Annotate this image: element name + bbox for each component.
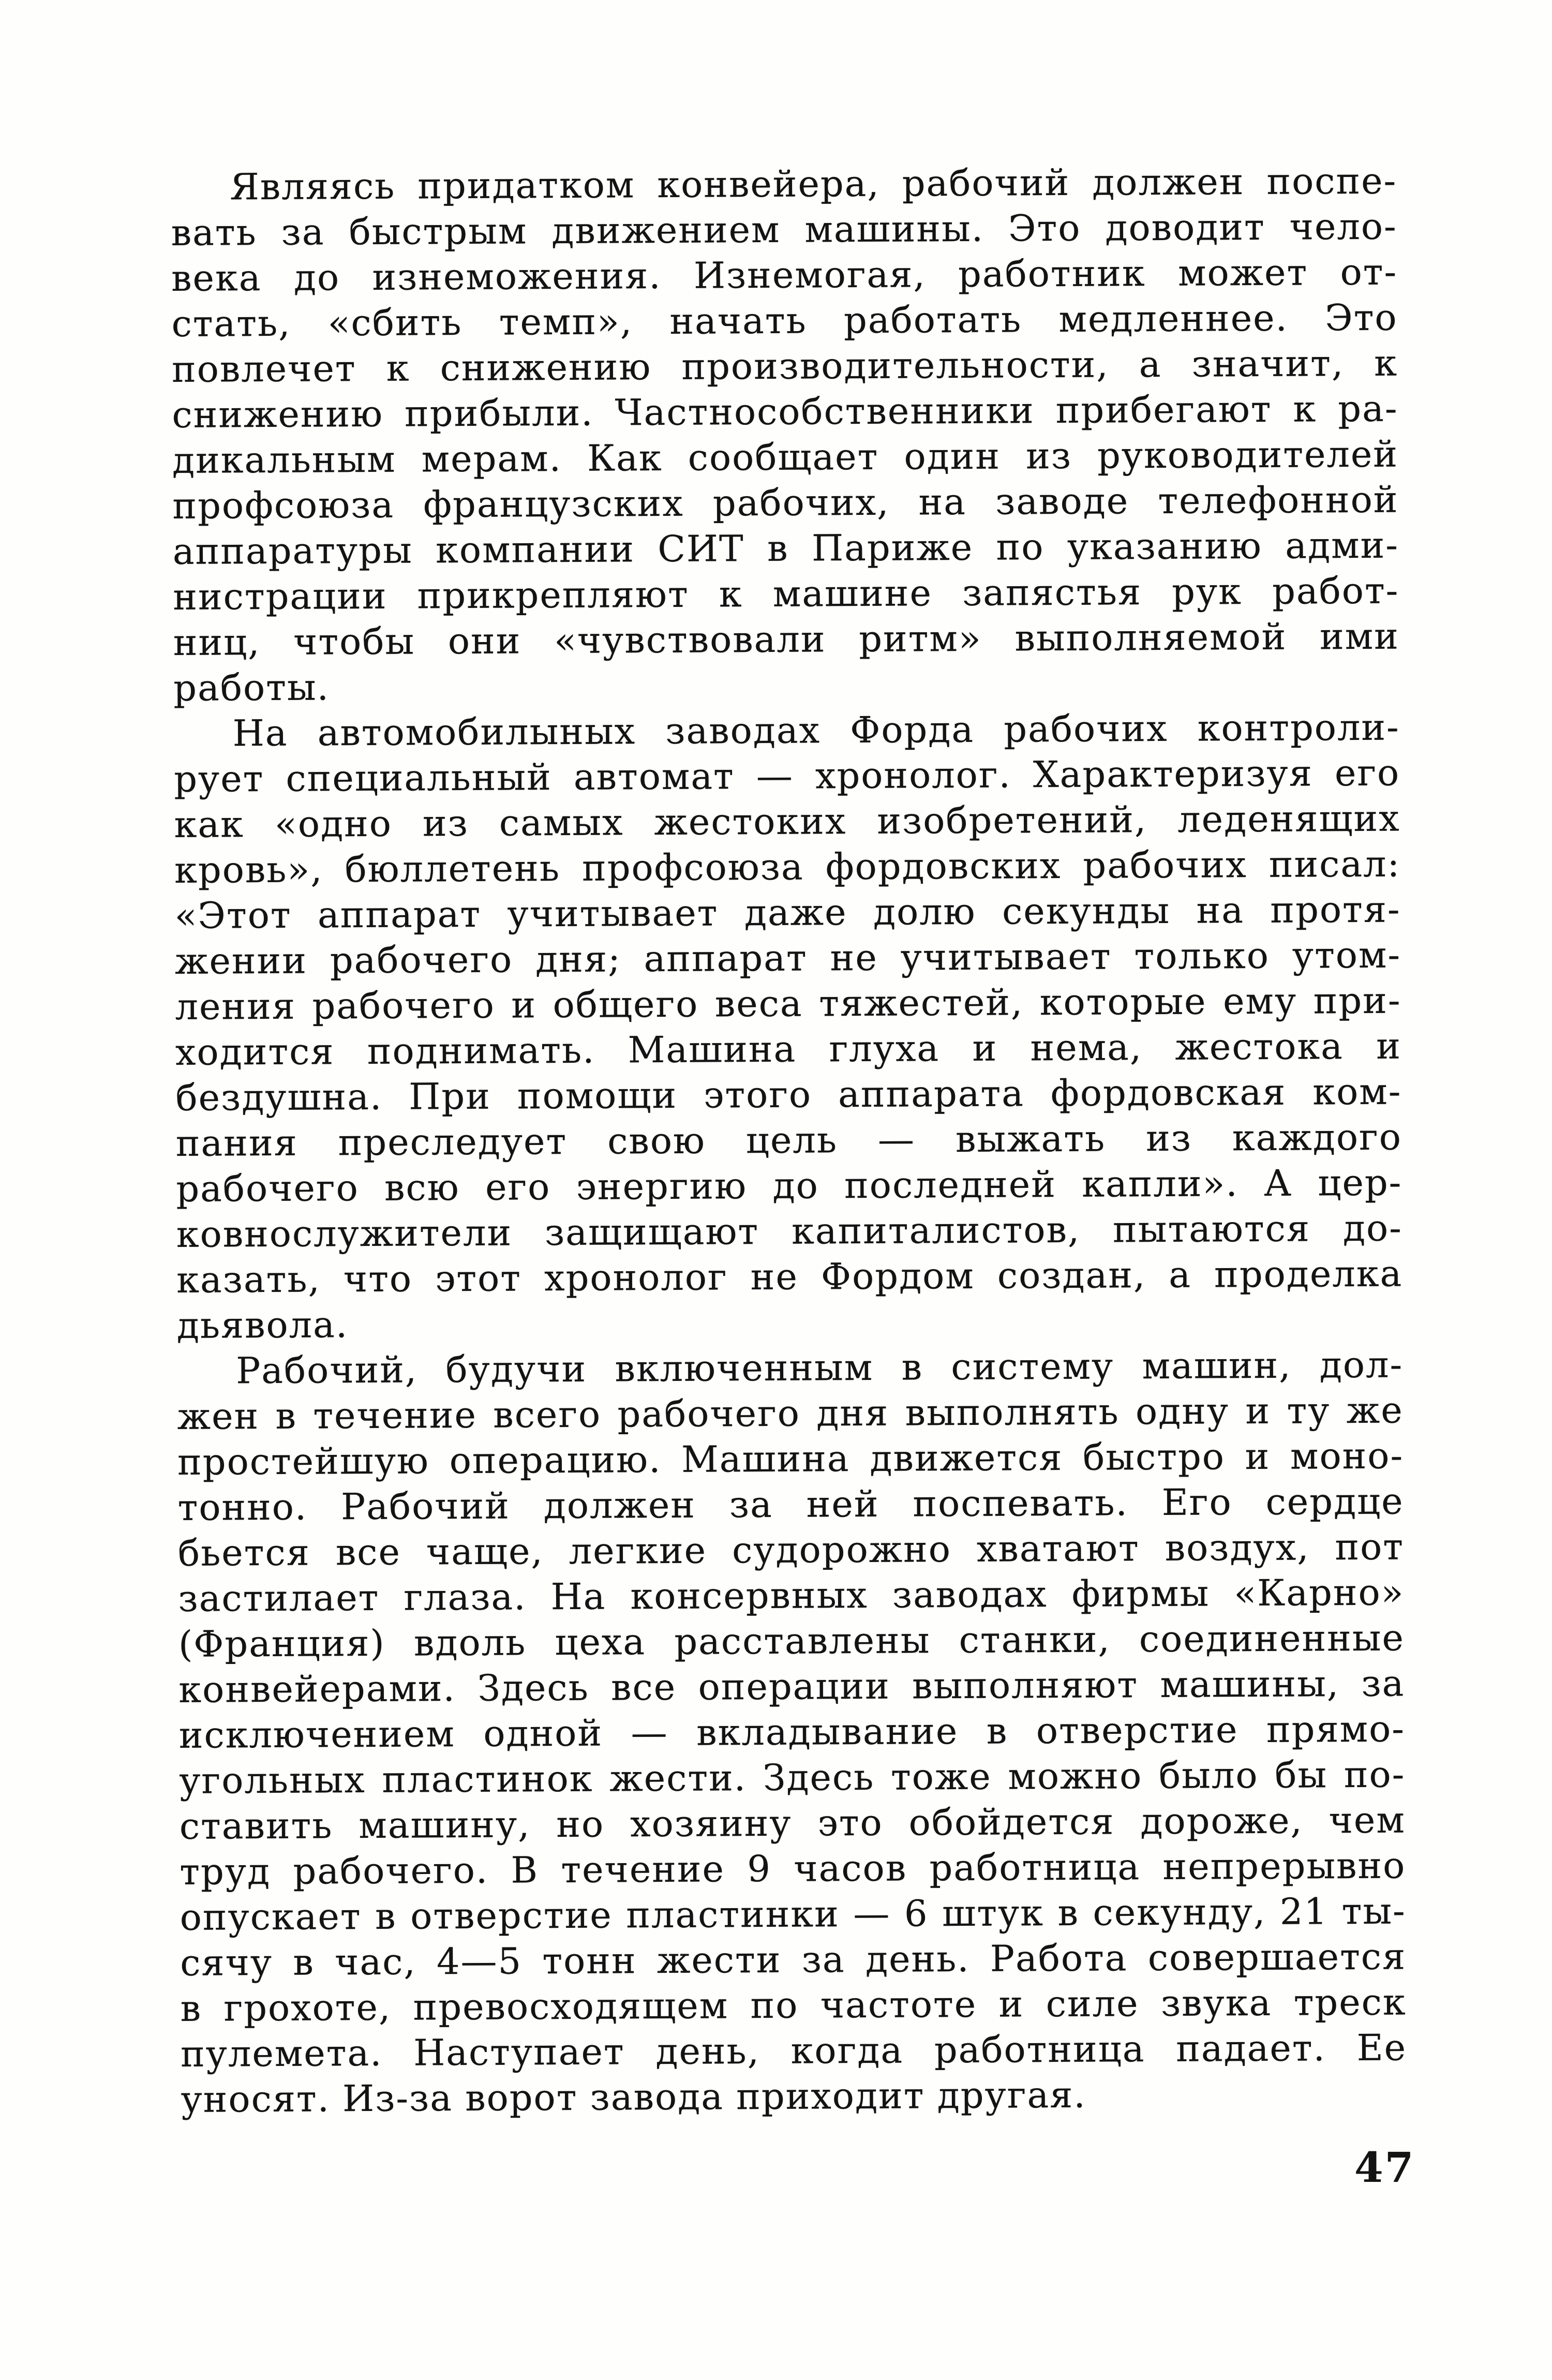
text-line: ниц, чтобы они «чувствовали ритм» выполняемой ими — [173, 615, 1400, 664]
text-line: (Франция) вдоль цеха расставлены станки, соединенные — [178, 1616, 1405, 1665]
text-line: ставить машину, но хозяину это обойдется дороже, чем — [179, 1798, 1406, 1848]
text-line: нистрации прикрепляют к машине запястья рук работ- — [173, 569, 1399, 618]
text-line: ходится поднимать. Машина глуха и нема, жестока и — [175, 1024, 1402, 1074]
text-line: рабочего всю его энергию до последней капли». А цер- — [176, 1161, 1402, 1210]
text-line: снижению прибыли. Частнособственники прибегают к ра- — [172, 387, 1398, 436]
text-line: бездушна. При помощи этого аппарата фордовская ком- — [175, 1070, 1402, 1119]
text-line: в грохоте, превосходящем по частоте и силе звука треск — [180, 1981, 1407, 2030]
text-line: пулемета. Наступает день, когда работница падает. Ее — [180, 2026, 1407, 2075]
text-line: работы. — [173, 666, 330, 709]
text-line: ковнослужители защищают капиталистов, пытаются до- — [176, 1207, 1403, 1256]
text-line: ления рабочего и общего веса тяжестей, которые ему при- — [175, 979, 1401, 1028]
text-line: аппаратуры компании СИТ в Париже по указанию адми- — [172, 524, 1399, 573]
text-line: жении рабочего дня; аппарат не учитывает только утом- — [174, 933, 1401, 983]
page-number: 47 — [1354, 2143, 1415, 2192]
text-line: уносят. Из-за ворот завода приходит другая. — [181, 2073, 1086, 2121]
text-line: жен в течение всего рабочего дня выполнять одну и ту же — [177, 1389, 1404, 1438]
text-block — [171, 158, 1407, 2122]
text-line: труд рабочего. В течение 9 часов работница непрерывно — [180, 1844, 1406, 1893]
text-line: вать за быстрым движением машины. Это доводит чело- — [171, 205, 1397, 254]
text-line: пания преследует свою цель — выжать из каждого — [175, 1115, 1402, 1165]
text-line: кровь», бюллетень профсоюза фордовских рабочих писал: — [174, 842, 1401, 891]
paragraph — [177, 1342, 1407, 2122]
text-line: На автомобилыных заводах Форда рабочих контроли- — [232, 706, 1400, 755]
text-line: рует специальный автомат — хронолог. Характеризуя его — [174, 751, 1400, 800]
text-line: повлечет к снижению производительности, а значит, к — [171, 341, 1398, 391]
paragraph — [174, 705, 1403, 1348]
text-line: казать, что этот хронолог не Фордом создан, а проделка — [176, 1252, 1403, 1301]
text-line: Являясь придатком конвейера, рабочий должен поспе- — [230, 159, 1397, 209]
text-line: стать, «сбить темп», начать работать медленнее. Это — [171, 296, 1398, 345]
text-line: тонно. Рабочий должен за ней поспевать. Его сердце — [177, 1480, 1404, 1529]
text-line: дьявола. — [176, 1303, 349, 1347]
text-line: дикальным мерам. Как сообщает один из руководителей — [172, 433, 1399, 482]
text-line: века до изнеможения. Изнемогая, работник может от- — [171, 250, 1398, 300]
text-line: Рабочий, будучи включенным в систему машин, дол- — [235, 1343, 1404, 1392]
text-line: «Этот аппарат учитывает даже долю секунды на протя- — [174, 888, 1401, 937]
text-line: простейшую операцию. Машина движется быстро и моно- — [177, 1434, 1404, 1483]
text-line: профсоюза французских рабочих, на заводе телефонной — [172, 478, 1399, 527]
text-line: опускает в отверстие пластинки — 6 штук в секунду, 21 ты- — [180, 1890, 1406, 1939]
text-line: бьется все чаще, легкие судорожно хватают воздух, пот — [177, 1525, 1405, 1574]
text-line: сячу в час, 4—5 тонн жести за день. Работа совершается — [180, 1935, 1407, 1984]
text-line: угольных пластинок жести. Здесь тоже можно было бы по- — [179, 1753, 1406, 1802]
paragraph — [171, 158, 1399, 711]
text-line: застилает глаза. На консервных заводах фирмы «Карно» — [178, 1571, 1405, 1620]
text-line: конвейерами. Здесь все операции выполняют машины, за — [178, 1662, 1405, 1711]
text-line: как «одно из самых жестоких изобретений, леденящих — [174, 797, 1400, 846]
text-line: исключением одной — вкладывание в отверстие прямо- — [178, 1707, 1406, 1757]
